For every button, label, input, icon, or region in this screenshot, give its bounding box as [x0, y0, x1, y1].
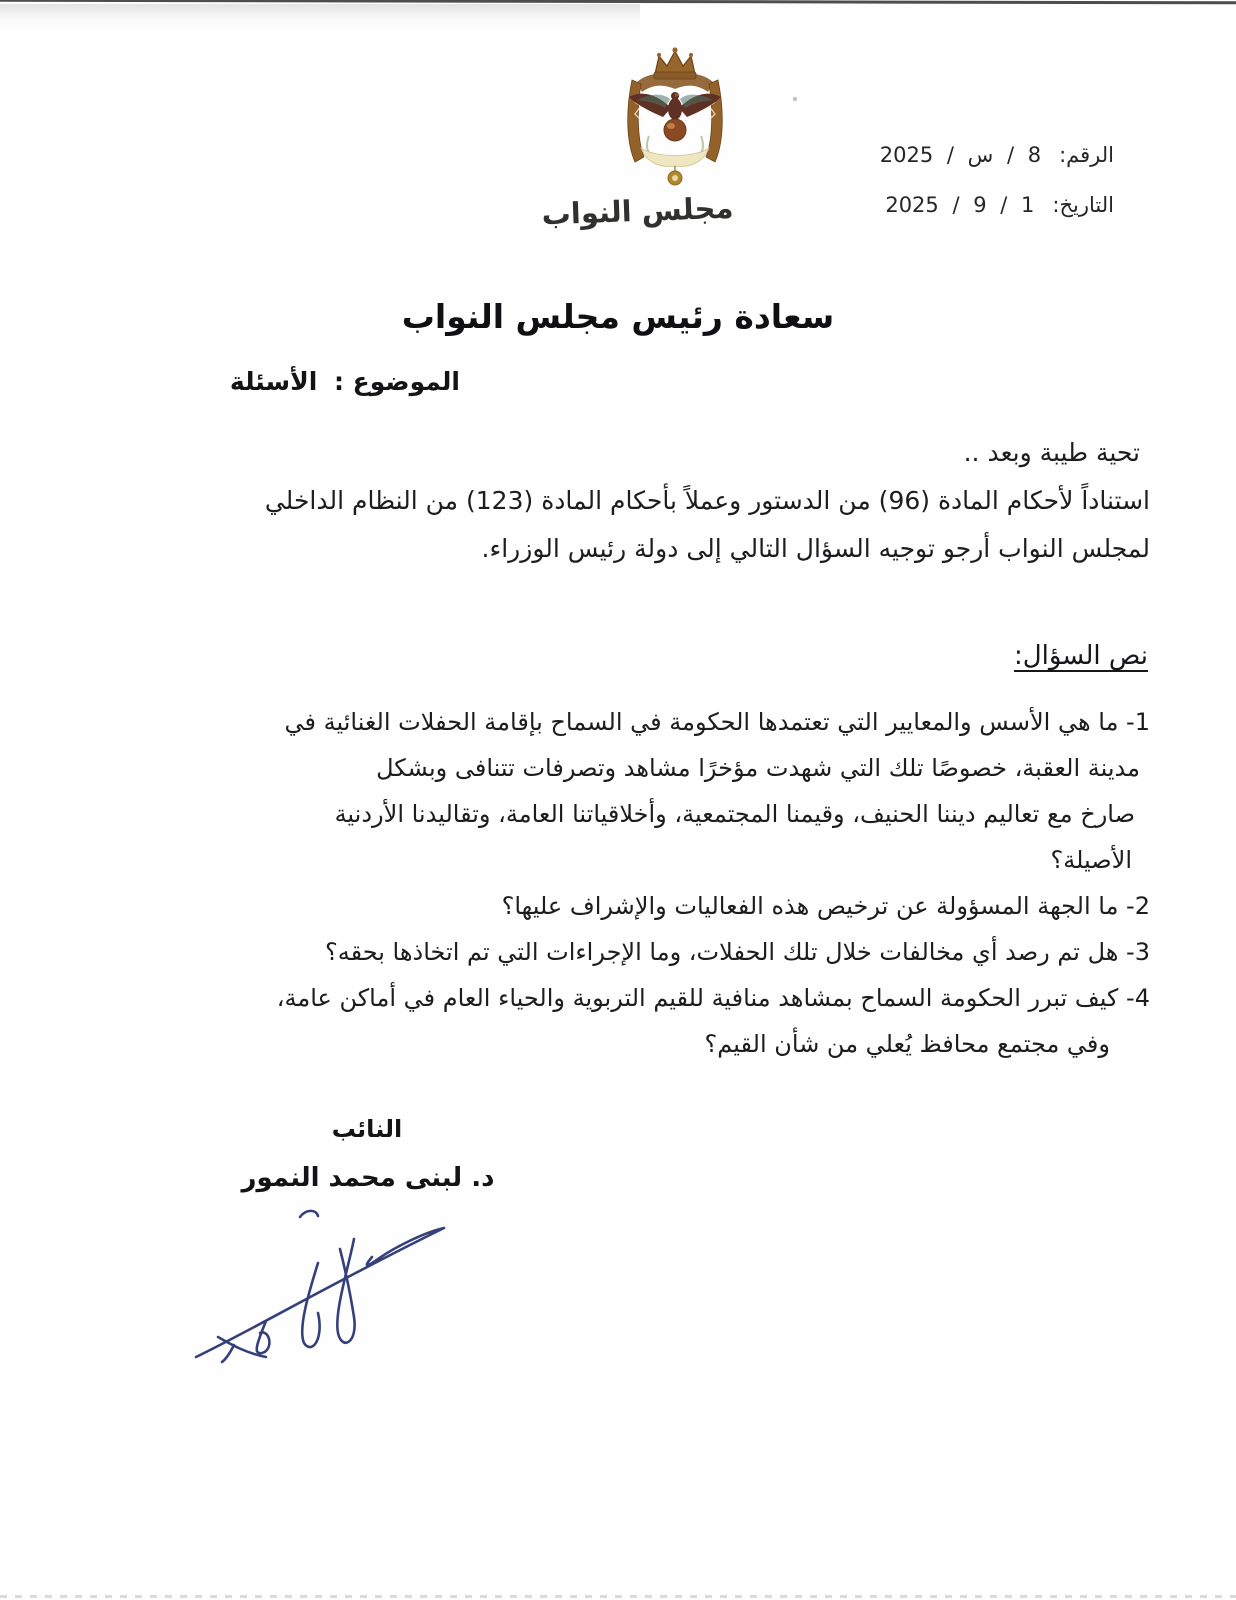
question-heading: نص السؤال:: [1014, 641, 1148, 671]
questions-list: [277, 699, 1150, 1067]
intro-line: لمجلس النواب أرجو توجيه السؤال التالي إلى دولة رئيس الوزراء.: [481, 534, 1150, 563]
date-row: [880, 180, 1114, 230]
scan-artifact-bottom-speckle: [0, 1595, 1236, 1598]
date-label: التاريخ:: [1052, 193, 1114, 217]
handwritten-signature: [182, 1205, 472, 1365]
jordan-royal-crest-icon: [575, 44, 775, 196]
reference-block: [880, 130, 1114, 230]
signatory-name: د. لبنى محمد النمور: [241, 1163, 495, 1193]
question-line: صارخ مع تعاليم ديننا الحنيف، وقيمنا المجتمعية، وأخلاقياتنا العامة، وتقاليدنا الأردنية: [334, 800, 1135, 828]
subject-value: الأسئلة: [229, 367, 318, 396]
question-line: وفي مجتمع محافظ يُعلي من شأن القيم؟: [704, 1030, 1110, 1058]
question-line: 2- ما الجهة المسؤولة عن ترخيص هذه الفعاليات والإشراف عليها؟: [501, 892, 1150, 920]
question-line: 3- هل تم رصد أي مخالفات خلال تلك الحفلات، وما الإجراءات التي تم اتخاذها بحقه؟: [325, 938, 1150, 966]
greeting-line: تحية طيبة وبعد ..: [963, 438, 1140, 467]
ref-number-value: 8 / س / 2025: [879, 143, 1042, 167]
intro-line: استناداً لأحكام المادة (96) من الدستور وعملاً بأحكام المادة (123) من النظام الداخلي: [264, 486, 1150, 515]
question-line: مدينة العقبة، خصوصًا تلك التي شهدت مؤخرًا مشاهد وتصرفات تتنافى وبشكل: [376, 754, 1140, 782]
letter-title: سعادة رئيس مجلس النواب: [401, 297, 835, 336]
subject-label: الموضوع :: [333, 367, 460, 396]
org-calligraphy: مجلس النواب: [541, 190, 734, 232]
subject-line: [230, 367, 460, 396]
scan-artifact-smudge: [0, 4, 640, 30]
date-value: 1 / 9 / 2025: [885, 193, 1035, 217]
intro-paragraph: [265, 477, 1150, 573]
scan-artifact-dot: [793, 97, 797, 101]
question-line: 1- ما هي الأسس والمعايير التي تعتمدها الحكومة في السماح بإقامة الحفلات الغنائية في: [284, 708, 1150, 736]
signatory-role: النائب: [331, 1115, 403, 1143]
ref-number-row: [880, 130, 1114, 180]
question-line: الأصيلة؟: [1050, 846, 1132, 874]
question-line: 4- كيف تبرر الحكومة السماح بمشاهد منافية للقيم التربوية والحياء العام في أماكن عامة،: [276, 984, 1150, 1012]
ref-number-label: الرقم:: [1059, 143, 1114, 167]
